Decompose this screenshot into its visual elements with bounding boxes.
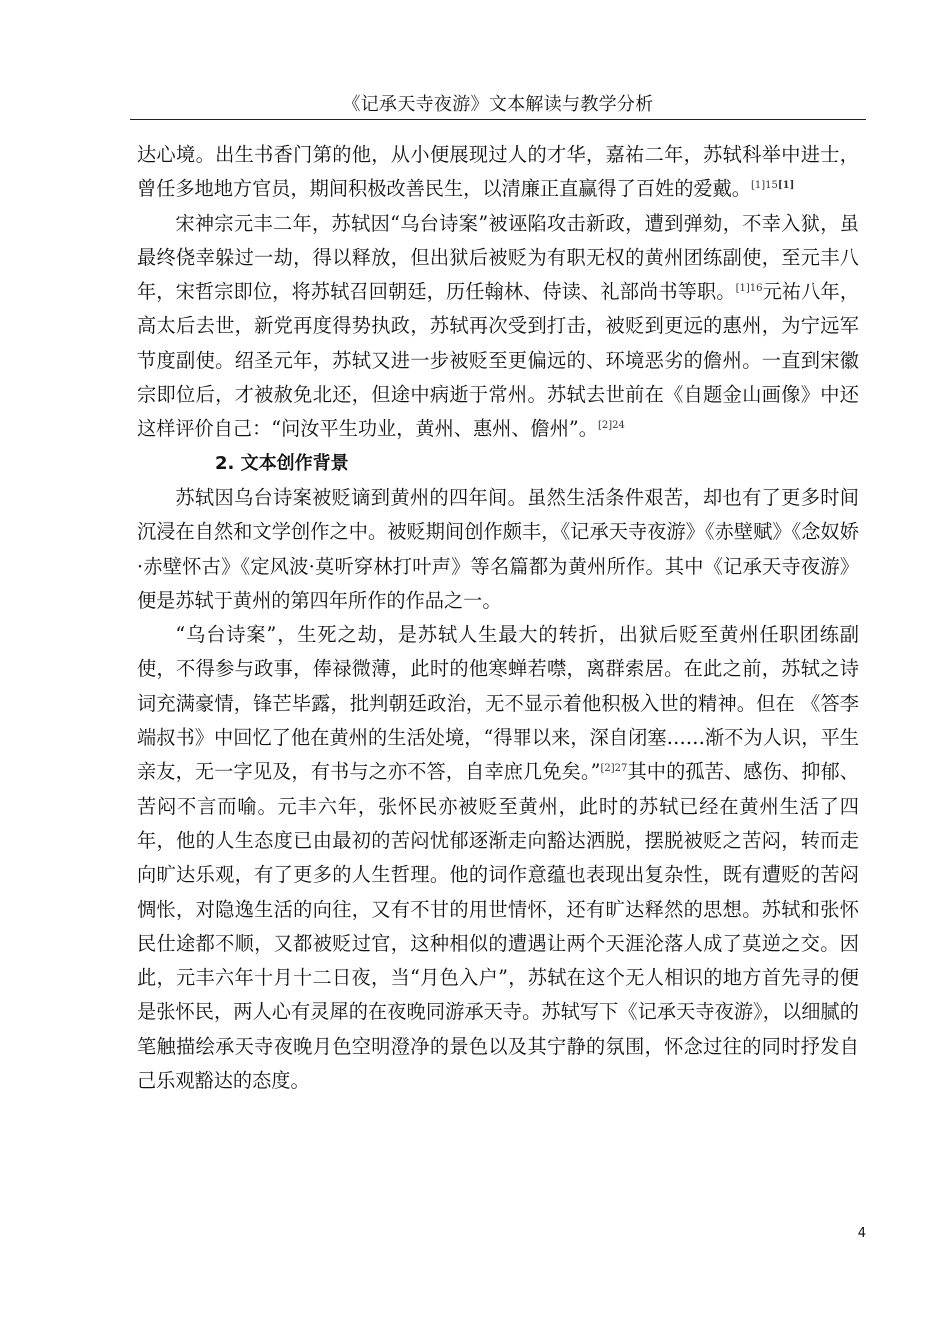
paragraph-4-text-a: “乌台诗案”，生死之劫，是苏轼人生最大的转折，出狱后贬至黄州任职团练副使，不得参与政事，俸禄微薄，此时的他寒蝉若噤，离群索居。在此之前，苏轼之诗词充满豪情，锋芒毕露，批判朝廷政治，无不显示着他积极入世的精神。但在 《答李端叔书》中回忆了他在黄州的生活处境，“得罪以来，深自闭塞……渐不为人识，平生亲友，无一字见及，有书与之亦不答，自幸庶几免矣。”: [137, 623, 859, 784]
paragraph-1: [137, 138, 859, 207]
page-header-title: 《记承天寺夜游》文本解读与教学分析: [342, 94, 654, 115]
paragraph-3: [137, 481, 859, 618]
citation-1-15[interactable]: [1]15[1]: [751, 180, 795, 192]
paragraph-2: [137, 207, 859, 447]
paragraph-4-text-b: 其中的孤苦、感伤、抑郁、苦闷不言而喻。元丰六年，张怀民亦被贬至黄州，此时的苏轼已经在黄州生活了四年，他的人生态度已由最初的苦闷忧郁逐渐走向豁达洒脱，摆脱被贬之苦闷，转而走向旷达乐观，有了更多的人生哲理。他的词作意蕴也表现出复杂性，既有遭贬的苦闷惆怅，对隐逸生活的向往，又有不甘的用世情怀，还有旷达释然的思想。苏轼和张怀民仕途都不顺，又都被贬过官，这种相似的遭遇让两个天涯沦落人成了莫逆之交。因此，元丰六年十月十二日夜，当“月色入户”，苏轼在这个无人相识的地方首先寻的便是张怀民，两人心有灵犀的在夜晚同游承天寺。苏轼写下《记承天寺夜游》，以细腻的笔触描绘承天寺夜晚月色空明澄净的景色以及其宁静的氛围，怀念过往的同时抒发自己乐观豁达的态度。: [137, 760, 859, 1093]
page-number-row: [0, 1226, 866, 1241]
section-heading: 2. 文本创作背景: [215, 452, 349, 474]
paragraph-3-text: 苏轼因乌台诗案被贬谪到黄州的四年间。虽然生活条件艰苦，却也有了更多时间沉浸在自然和文学创作之中。被贬期间创作颇丰，《记承天寺夜游》《赤壁赋》《念奴娇·赤壁怀古》《定风波·莫听穿林打叶声》等名篇都为黄州所作。其中《记承天寺夜游》便是苏轼于黄州的第四年所作的作品之一。: [137, 485, 859, 612]
citation-1-16[interactable]: [1]16: [735, 283, 763, 295]
paragraph-2-text-a: 宋神宗元丰二年，苏轼因“乌台诗案”被诬陷攻击新政，遭到弹劾，不幸入狱，虽最终侥幸躲过一劫，得以释放，但出狱后被贬为有职无权的黄州团练副使，至元丰八年，宋哲宗即位，将苏轼召回朝廷，历任翰林、侍读、礼部尚书等职。: [137, 211, 859, 304]
paragraph-1-text: 达心境。出生书香门第的他，从小便展现过人的才华，嘉祐二年，苏轼科举中进士，曾任多地地方官员，期间积极改善民生，以清廉正直赢得了百姓的爱戴。: [137, 143, 859, 201]
header-rule: [130, 119, 866, 120]
citation-1-bold: [1]: [777, 180, 795, 192]
document-body: [137, 138, 859, 1098]
paragraph-4: [137, 618, 859, 1098]
citation-2-24[interactable]: [2]24: [597, 420, 625, 432]
page-number: 4: [857, 1226, 866, 1241]
citation-2-27[interactable]: [2]27: [600, 763, 628, 775]
paragraph-2-text-b: 元祐八年，高太后去世，新党再度得势执政，苏轼再次受到打击，被贬到更远的惠州，为宁远军节度副使。绍圣元年，苏轼又进一步被贬至更偏远的、环境恶劣的儋州。一直到宋徽宗即位后，才被赦免北还，但途中病逝于常州。苏轼去世前在《自题金山画像》中还这样评价自己：“问汝平生功业，黄州、惠州、儋州”。: [137, 280, 860, 441]
